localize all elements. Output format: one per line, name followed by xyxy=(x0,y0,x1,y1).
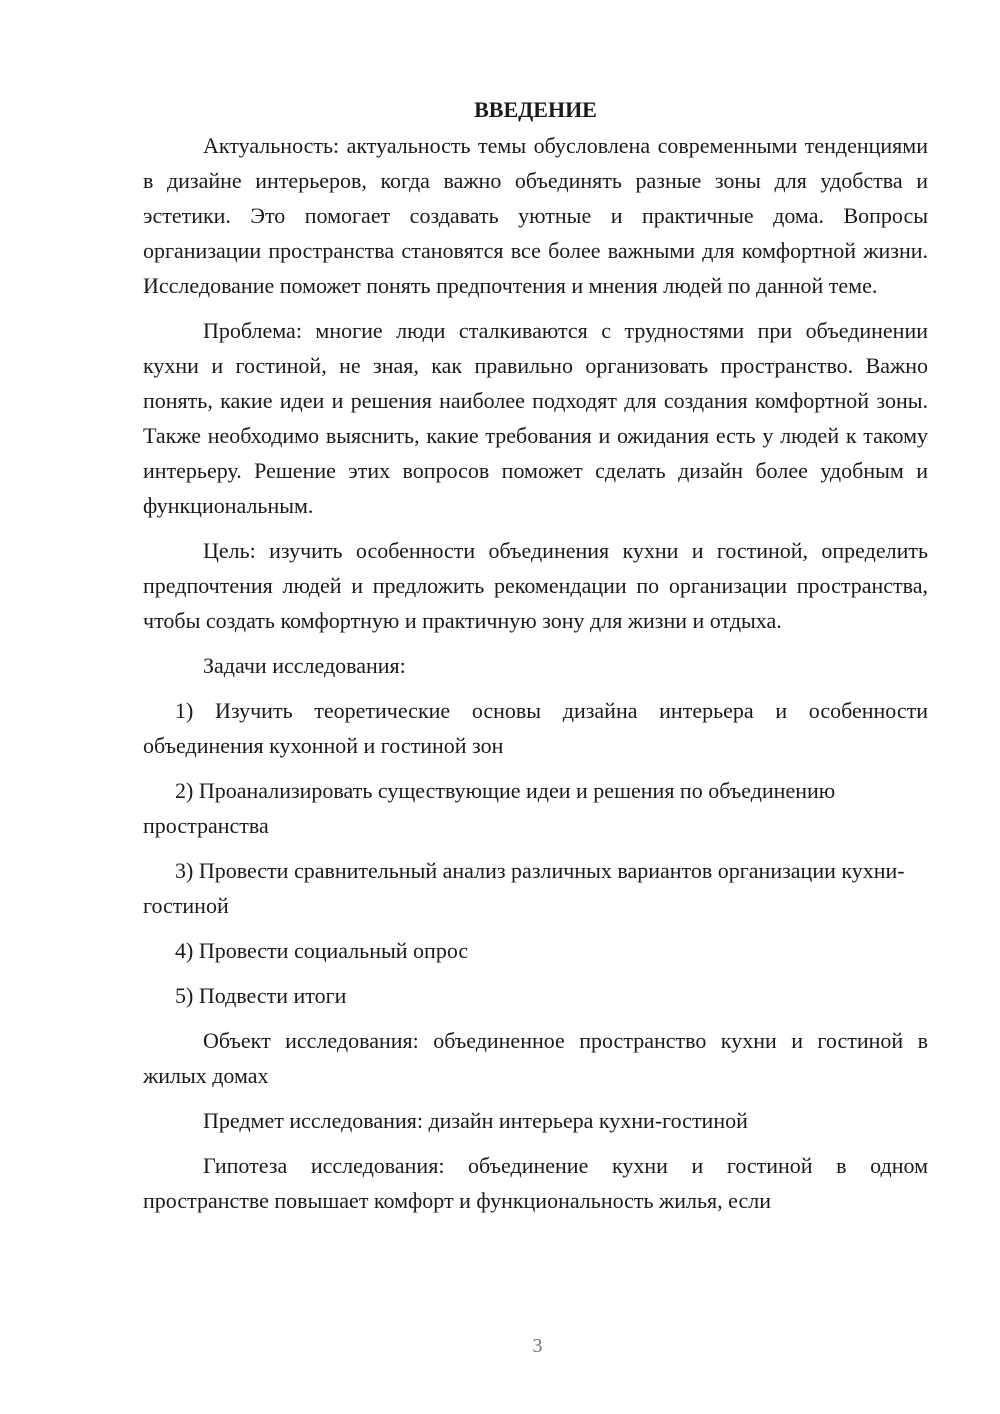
object-paragraph: Объект исследования: объединенное пространство кухни и гостиной в жилых домах xyxy=(143,1028,928,1088)
hypothesis-paragraph: Гипотеза исследования: объединение кухни и гостиной в одном пространстве повышает комфорт и функциональность жилья, если xyxy=(143,1153,928,1213)
task-item-4: 4) Провести социальный опрос xyxy=(175,938,469,963)
page-content xyxy=(143,92,928,1228)
task-item-1: 1) Изучить теоретические основы дизайна интерьера и особенности объединения кухонной и гостиной зон xyxy=(143,698,928,758)
page-number: 3 xyxy=(532,1335,543,1357)
subject-paragraph: Предмет исследования: дизайн интерьера кухни-гостиной xyxy=(203,1108,748,1133)
relevance-paragraph: Актуальность: актуальность темы обусловлена современными тенденциями в дизайне интерьеров, когда важно объединять разные зоны для удобства и эстетики. Это помогает создавать уютные и практичные дома. Вопросы организации пространства становятся все более важными для комфортной жизни. Исследование поможет понять предпочтения и мнения людей по данной теме. xyxy=(143,133,928,298)
tasks-title: Задачи исследования: xyxy=(203,653,406,678)
task-item-3: 3) Провести сравнительный анализ различных вариантов организации кухни-гостиной xyxy=(143,858,905,918)
problem-paragraph: Проблема: многие люди сталкиваются с трудностями при объединении кухни и гостиной, не зная, как правильно организовать пространство. Важно понять, какие идеи и решения наиболее подходят для создания комфортной зоны. Также необходимо выяснить, какие требования и ожидания есть у людей к такому интерьеру. Решение этих вопросов поможет сделать дизайн более удобным и функциональным. xyxy=(143,318,928,518)
goal-paragraph: Цель: изучить особенности объединения кухни и гостиной, определить предпочтения людей и предложить рекомендации по организации пространства, чтобы создать комфортную и практичную зону для жизни и отдыха. xyxy=(143,538,928,633)
section-heading: ВВЕДЕНИЕ xyxy=(474,97,597,122)
task-item-5: 5) Подвести итоги xyxy=(175,983,347,1008)
task-item-2: 2) Проанализировать существующие идеи и решения по объединению пространства xyxy=(143,778,836,838)
